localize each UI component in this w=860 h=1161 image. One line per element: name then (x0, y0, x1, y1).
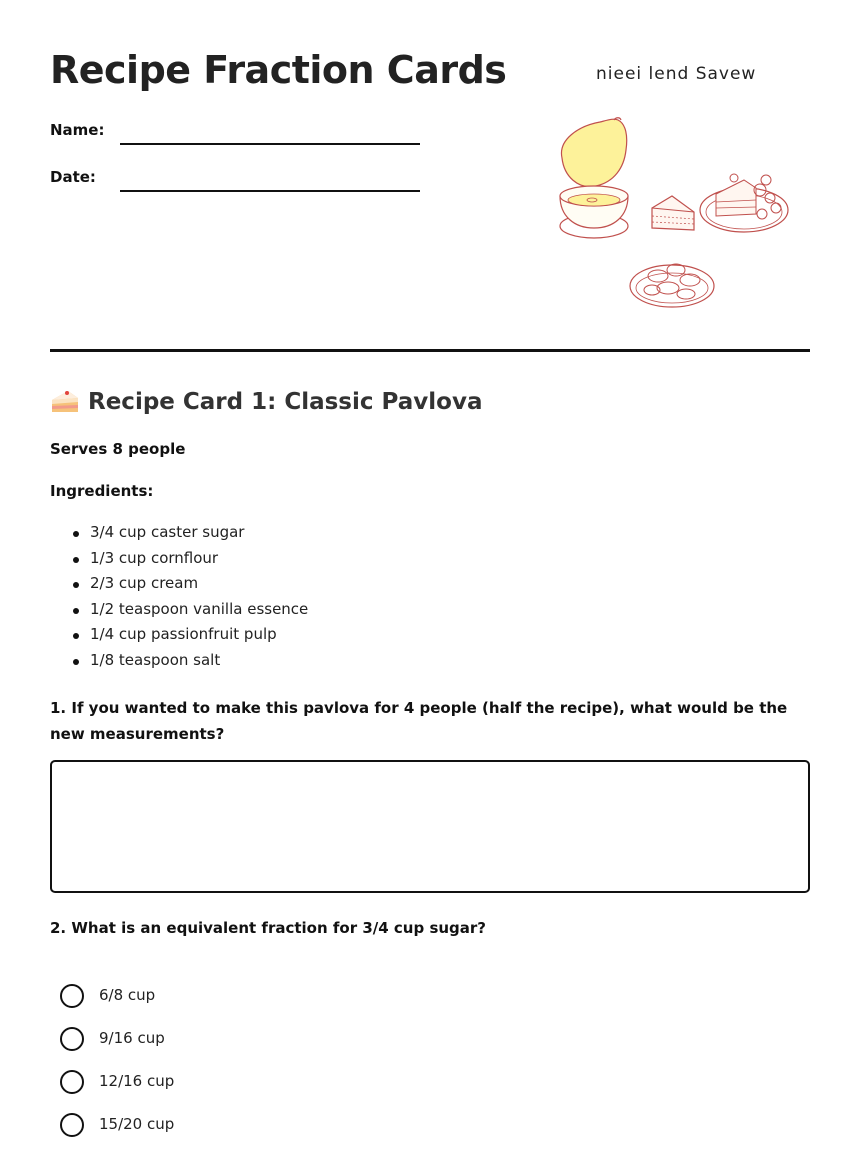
recipe-card-heading (50, 388, 482, 416)
option-label: 12/16 cup (99, 1072, 175, 1090)
lemon-icon (561, 118, 626, 187)
name-field-row (50, 116, 420, 146)
date-label: Date: (50, 168, 96, 186)
date-field-row (50, 163, 420, 193)
section-divider (50, 349, 810, 352)
radio-button[interactable] (60, 1070, 84, 1094)
list-item: 1/4 cup passionfruit pulp (50, 622, 308, 648)
name-field[interactable] (120, 143, 420, 145)
ingredients-list (50, 520, 308, 674)
dessert-plate-icon (700, 174, 788, 232)
soup-bowl-icon (560, 186, 628, 238)
option-6-8-cup[interactable] (60, 982, 174, 1025)
radio-button[interactable] (60, 984, 84, 1008)
question-1: 1. If you wanted to make this pavlova for 4 people (half the recipe), what would be the new measurements? (50, 699, 788, 743)
option-9-16-cup[interactable] (60, 1025, 174, 1068)
option-12-16-cup[interactable] (60, 1068, 174, 1111)
page-title: Recipe Fraction Cards (50, 48, 507, 92)
radio-button[interactable] (60, 1027, 84, 1051)
recipe-card-title: Recipe Card 1: Classic Pavlova (88, 389, 483, 415)
list-item: 3/4 cup caster sugar (50, 520, 308, 546)
illustration-caption: nieei lend Savew (596, 64, 757, 84)
serves-text: Serves 8 people (50, 440, 186, 458)
radio-button[interactable] (60, 1113, 84, 1137)
answer-options (60, 982, 174, 1154)
option-15-20-cup[interactable] (60, 1111, 174, 1154)
list-item: 2/3 cup cream (50, 571, 308, 597)
ingredients-label: Ingredients: (50, 482, 154, 500)
answer-box[interactable] (50, 760, 810, 893)
option-label: 15/20 cup (99, 1115, 175, 1133)
list-item: 1/2 teaspoon vanilla essence (50, 597, 308, 623)
date-field[interactable] (120, 190, 420, 192)
food-illustration (548, 110, 798, 315)
fruit-plate-icon (630, 264, 714, 307)
question-2: 2. What is an equivalent fraction for 3/4 cup sugar? (50, 919, 487, 937)
cake-slice-icon (50, 388, 80, 416)
name-label: Name: (50, 121, 105, 139)
list-item: 1/3 cup cornflour (50, 546, 308, 572)
cake-slice-icon (652, 196, 694, 230)
list-item: 1/8 teaspoon salt (50, 648, 308, 674)
option-label: 9/16 cup (99, 1029, 165, 1047)
option-label: 6/8 cup (99, 986, 156, 1004)
